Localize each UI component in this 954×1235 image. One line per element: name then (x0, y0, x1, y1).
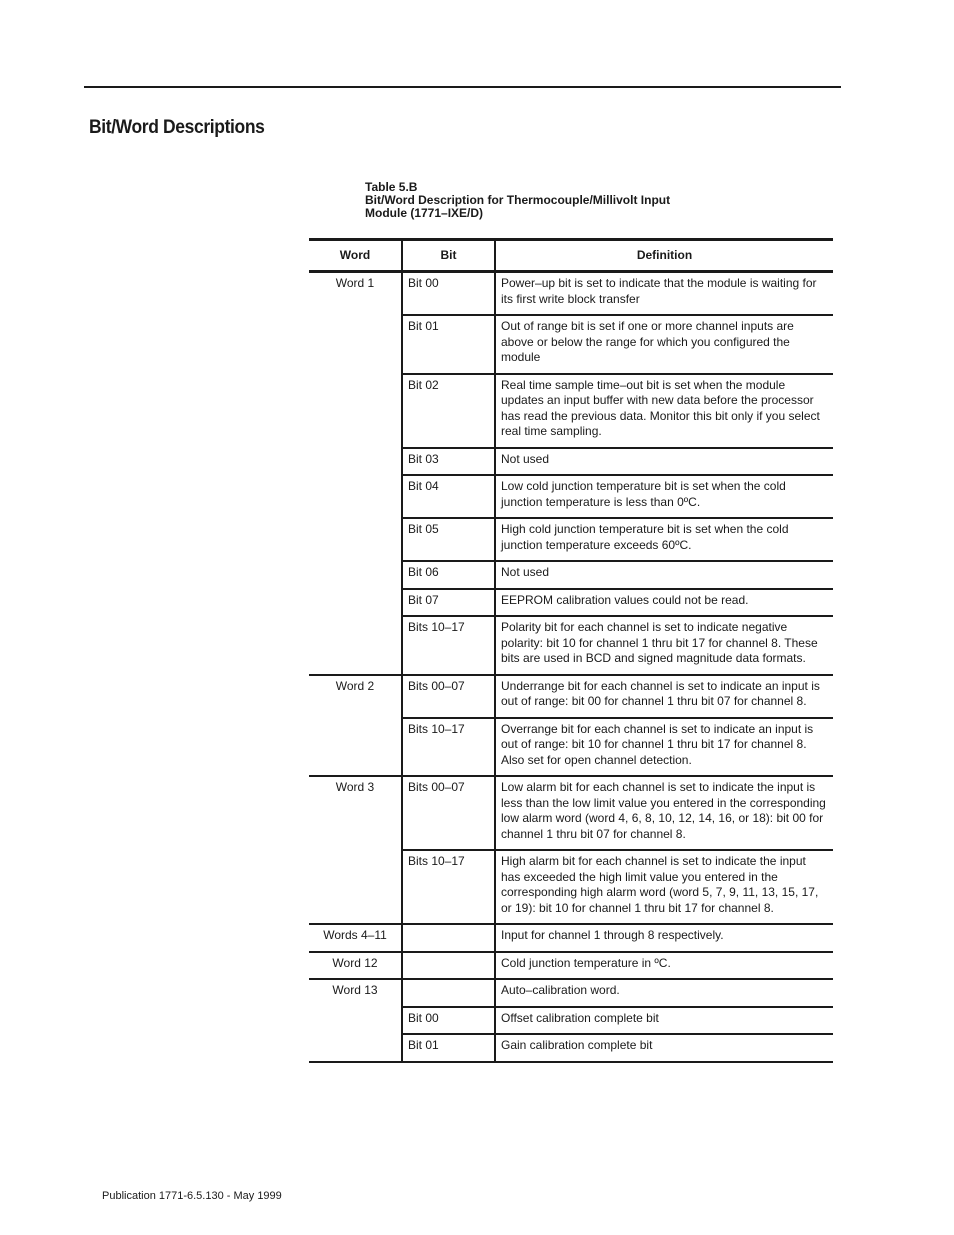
word-cell (309, 1007, 402, 1035)
bit-cell: Bit 04 (402, 475, 495, 518)
definition-cell: High cold junction temperature bit is set when the cold junction temperature exceeds 60ºC. (495, 518, 833, 561)
definition-cell: Not used (495, 561, 833, 589)
word-cell (309, 616, 402, 675)
bit-word-table (309, 238, 833, 1063)
table-row (309, 1034, 833, 1062)
definition-cell: Low alarm bit for each channel is set to indicate the input is less than the low limit value you entered in the corresponding low alarm word (word 4, 6, 8, 10, 12, 14, 16, or 18): bit 00 for channel 1 thru bit 07 for channel 8. (495, 776, 833, 850)
definition-cell: Offset calibration complete bit (495, 1007, 833, 1035)
definition-cell: Polarity bit for each channel is set to indicate negative polarity: bit 10 for channel 1 thru bit 17 for channel 8. These bits are used in BCD and signed magnitude data formats. (495, 616, 833, 675)
header-word: Word (309, 240, 402, 272)
definition-cell: High alarm bit for each channel is set to indicate the input has exceeded the high limit value you entered in the corresponding high alarm word (word 5, 7, 9, 11, 13, 15, 17, or 19): bit 10 for channel 1 thru bit 17 for channel 8. (495, 850, 833, 924)
definition-cell: Power–up bit is set to indicate that the module is waiting for its first write block transfer (495, 272, 833, 316)
definition-cell: Out of range bit is set if one or more channel inputs are above or below the range for which you configured the module (495, 315, 833, 374)
bit-cell: Bit 07 (402, 589, 495, 617)
table-row (309, 616, 833, 675)
bit-cell: Bit 00 (402, 272, 495, 316)
table-row (309, 518, 833, 561)
definition-cell: Overrange bit for each channel is set to indicate an input is out of range: bit 10 for channel 1 thru bit 17 for channel 8. Also set for open channel detection. (495, 718, 833, 777)
header-bit: Bit (402, 240, 495, 272)
word-cell: Word 3 (335, 780, 375, 794)
word-cell (309, 374, 402, 448)
definition-cell: Auto–calibration word. (495, 979, 833, 1007)
bit-cell: Bits 10–17 (402, 616, 495, 675)
definition-cell: Not used (495, 448, 833, 476)
definition-cell: EEPROM calibration values could not be read. (495, 589, 833, 617)
word-cell: Word 2 (335, 678, 375, 693)
table-row (309, 374, 833, 448)
table-row (309, 675, 833, 718)
bit-cell: Bits 10–17 (402, 718, 495, 777)
definition-cell: Low cold junction temperature bit is set when the cold junction temperature is less than 0ºC. (495, 475, 833, 518)
caption-number: Table 5.B (365, 180, 418, 194)
definition-cell: Underrange bit for each channel is set to indicate an input is out of range: bit 00 for channel 1 thru bit 07 for channel 8. (495, 675, 833, 718)
bit-cell: Bit 00 (402, 1007, 495, 1035)
table-row (309, 776, 833, 850)
bit-cell: Bits 10–17 (402, 850, 495, 924)
table-caption (365, 181, 670, 220)
bit-cell: Bits 00–07 (402, 675, 495, 718)
word-cell (309, 850, 402, 924)
table-row (309, 475, 833, 518)
word-cell (309, 448, 402, 476)
bit-cell: Bits 00–07 (402, 776, 495, 850)
definition-cell: Gain calibration complete bit (495, 1034, 833, 1062)
definition-cell: Input for channel 1 through 8 respectively. (495, 924, 833, 952)
top-rule (84, 86, 841, 88)
caption-title-line2: Module (1771–IXE/D) (365, 206, 484, 220)
definition-cell: Real time sample time–out bit is set when the module updates an input buffer with new data before the processor has read the previous data. Monitor this bit only if you select real time sampling. (495, 374, 833, 448)
definition-cell: Cold junction temperature in ºC. (495, 952, 833, 980)
publication-footer: Publication 1771-6.5.130 - May 1999 (102, 1190, 282, 1202)
table-row (309, 589, 833, 617)
word-cell (309, 561, 402, 589)
bit-cell: Bit 06 (402, 561, 495, 589)
bit-cell (402, 952, 495, 980)
caption-title-line1: Bit/Word Description for Thermocouple/Millivolt Input (365, 193, 671, 207)
bit-cell: Bit 03 (402, 448, 495, 476)
word-cell (309, 718, 402, 777)
table-row (309, 272, 833, 316)
table-row (309, 718, 833, 777)
bit-cell: Bit 01 (402, 1034, 495, 1062)
word-cell (309, 315, 402, 374)
word-cell: Words 4–11 (309, 924, 402, 952)
table-row (309, 315, 833, 374)
table-row (309, 952, 833, 980)
section-title: Bit/Word Descriptions (89, 117, 265, 138)
header-definition: Definition (495, 240, 833, 272)
word-cell: Word 1 (335, 276, 375, 290)
bit-cell: Bit 05 (402, 518, 495, 561)
word-cell (309, 1034, 402, 1062)
word-cell (309, 589, 402, 617)
word-cell: Word 13 (332, 983, 378, 997)
bit-cell: Bit 01 (402, 315, 495, 374)
word-cell (309, 475, 402, 518)
bit-cell (402, 924, 495, 952)
word-cell (309, 518, 402, 561)
bit-cell (402, 979, 495, 1007)
bit-cell: Bit 02 (402, 374, 495, 448)
table-row (309, 924, 833, 952)
table-row (309, 979, 833, 1007)
table-row (309, 1007, 833, 1035)
table-header-row (309, 240, 833, 272)
word-cell: Word 12 (309, 952, 402, 980)
table-row (309, 561, 833, 589)
table-row (309, 850, 833, 924)
table-row (309, 448, 833, 476)
